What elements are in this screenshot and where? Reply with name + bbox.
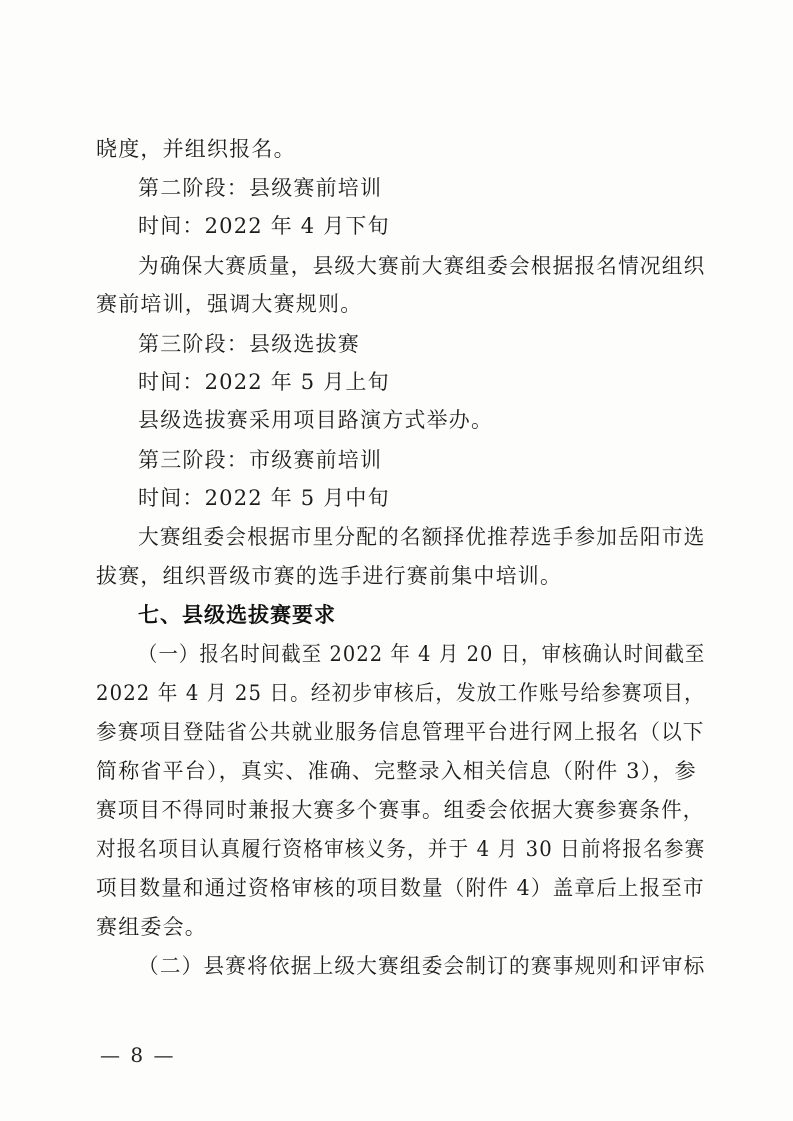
text-line-20: 项目数量和通过资格审核的项目数量（附件 4）盖章后上报至市 [96,876,705,900]
text-line-3: 时间：2022 年 4 月下旬 [138,214,390,238]
text-line-7: 时间：2022 年 5 月上旬 [138,370,390,394]
section-heading: 七、县级选拔赛要求 [138,603,336,627]
text-line-5: 赛前培训，强调大赛规则。 [96,292,363,316]
text-line-6: 第三阶段：县级选拔赛 [138,332,360,356]
text-line-8: 县级选拔赛采用项目路演方式举办。 [138,408,494,432]
text-line-9: 第三阶段：市级赛前培训 [138,448,383,472]
text-line-14: （一）报名时间截至 2022 年 4 月 20 日，审核确认时间截至 [138,642,706,666]
text-line-21: 赛组委会。 [96,915,207,939]
text-line-18: 赛项目不得同时兼报大赛多个赛事。组委会依据大赛参赛条件， [96,798,705,822]
text-line-11: 大赛组委会根据市里分配的名额择优推荐选手参加岳阳市选 [138,525,706,549]
text-line-19: 对报名项目认真履行资格审核义务，并于 4 月 30 日前将报名参赛 [96,837,706,861]
text-line-10: 时间：2022 年 5 月中旬 [138,486,390,510]
text-line-15: 2022 年 4 月 25 日。经初步审核后，发放工作账号给参赛项目， [96,681,705,705]
text-line-4: 为确保大赛质量，县级大赛前大赛组委会根据报名情况组织 [138,254,706,278]
text-line-1: 晓度，并组织报名。 [96,137,296,161]
page-number: — 8 — [100,1043,176,1067]
text-line-17: 简称省平台），真实、准确、完整录入相关信息（附件 3），参 [96,759,697,783]
text-line-22: （二）县赛将依据上级大赛组委会制订的赛事规则和评审标 [138,954,706,978]
text-line-12: 拔赛，组织晋级市赛的选手进行赛前集中培训。 [96,564,563,588]
text-line-2: 第二阶段：县级赛前培训 [138,176,383,200]
text-line-16: 参赛项目登陆省公共就业服务信息管理平台进行网上报名（以下 [96,720,705,744]
